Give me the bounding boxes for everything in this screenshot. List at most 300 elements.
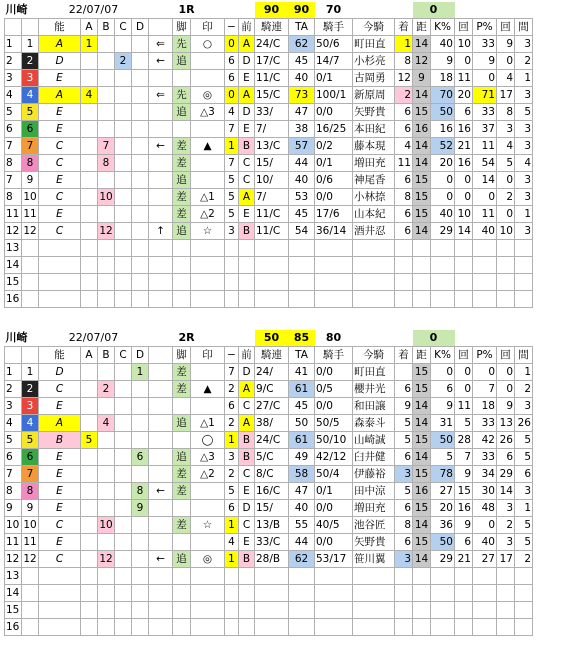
cell-ar [149,70,173,87]
cell-ar [149,364,173,381]
cell-ninki: 16/25 [315,121,353,138]
cell-mae: C [239,517,255,534]
cell-mae: A [239,36,255,53]
cell-ar [149,381,173,398]
cell-kai2 [497,274,515,291]
cell-kyaku [173,500,191,517]
cell-kiren: 9/C [255,381,289,398]
cell-kyori: 15 [413,172,431,189]
cell-chaku: 6 [395,206,413,223]
cell-k [431,240,455,257]
cell-p: 33 [473,36,497,53]
cell-chaku: 6 [395,172,413,189]
cell-ninki: 50/5 [315,415,353,432]
cell-minus [225,291,239,308]
cell-ninki: 0/0 [315,500,353,517]
cell-kyaku: 差 [173,483,191,500]
cell-k: 50 [431,534,455,551]
cell-ninki: 0/0 [315,189,353,206]
cell-b [98,398,115,415]
cell-kyori: 14 [413,517,431,534]
cell-uma: 10 [22,189,39,206]
table-row [5,551,533,568]
cell-jockey: 伊藤裕 [353,466,395,483]
cell-ta: 62 [289,36,315,53]
column-header: P% [473,19,497,36]
column-header: 脚 [173,347,191,364]
cell-ta: 62 [289,551,315,568]
cell-kyaku [173,121,191,138]
column-header [22,19,39,36]
cell-waku: 3 [5,398,22,415]
cell-d [132,568,149,585]
cell-mark: △1 [191,189,225,206]
cell-jockey: 町田直 [353,36,395,53]
cell-kiren: 5/C [255,449,289,466]
cell-uma: 2 [22,53,39,70]
cell-cc [115,172,132,189]
cell-chaku: 3 [395,466,413,483]
cell-kyaku: 差 [173,381,191,398]
cell-kiren: 10/ [255,172,289,189]
cell-jockey: 山本紀 [353,206,395,223]
cell-kiren: 11/C [255,206,289,223]
cell-nou: C [39,223,81,240]
cell-ta: 47 [289,483,315,500]
cell-kyori: 15 [413,381,431,398]
cell-minus [225,274,239,291]
cell-jockey [353,619,395,636]
cell-nou: E [39,121,81,138]
cell-mark: ▲ [191,138,225,155]
table-row [5,619,533,636]
cell-kai2 [497,585,515,602]
cell-a [81,466,98,483]
cell-kai2: 9 [497,398,515,415]
cell-kiren [255,257,289,274]
column-header: − [225,347,239,364]
cell-p: 9 [473,53,497,70]
cell-waku: 2 [5,53,22,70]
cell-waku: 9 [5,500,22,517]
cell-uma: 7 [22,138,39,155]
cell-mark [191,70,225,87]
cell-kan: 5 [515,104,533,121]
cell-d [132,415,149,432]
cell-chaku: 6 [395,121,413,138]
cell-mae: C [239,466,255,483]
cell-ninki [315,291,353,308]
spacer [455,2,533,19]
cell-a [81,223,98,240]
cell-uma: 9 [22,500,39,517]
cell-ar [149,172,173,189]
cell-waku: 15 [5,602,22,619]
race-table [4,330,533,636]
cell-kai2 [497,602,515,619]
table-row [5,274,533,291]
cell-ta: 47 [289,104,315,121]
cell-waku: 13 [5,240,22,257]
cell-kyori: 15 [413,432,431,449]
table-row [5,381,533,398]
cell-b [98,585,115,602]
top-distance-score: 0 [413,330,455,347]
column-header: 距 [413,347,431,364]
cell-chaku: 8 [395,517,413,534]
cell-k [431,585,455,602]
cell-kiren: 33/ [255,104,289,121]
column-header: 騎連 [255,347,289,364]
cell-mark [191,121,225,138]
cell-kai2 [497,619,515,636]
cell-ta: 57 [289,138,315,155]
cell-ar [149,206,173,223]
cell-kyori: 14 [413,551,431,568]
column-header: 回 [497,347,515,364]
cell-kiren [255,619,289,636]
cell-uma: 5 [22,104,39,121]
spacer [455,330,533,347]
cell-cc [115,291,132,308]
cell-kyori [413,274,431,291]
cell-ar [149,121,173,138]
cell-ta: 55 [289,517,315,534]
cell-b: 10 [98,517,115,534]
cell-cc [115,36,132,53]
column-header: 着 [395,347,413,364]
column-header: 騎手 [315,347,353,364]
cell-nou: E [39,70,81,87]
cell-p: 18 [473,398,497,415]
cell-d [132,53,149,70]
cell-b [98,619,115,636]
cell-kan: 5 [515,534,533,551]
cell-uma: 8 [22,483,39,500]
cell-ar [149,619,173,636]
cell-kyaku: 追 [173,415,191,432]
cell-uma: 6 [22,121,39,138]
cell-kai [455,619,473,636]
top-kiren-score: 90 [255,2,289,19]
cell-ta: 40 [289,70,315,87]
cell-kiren: 33/C [255,534,289,551]
cell-ta: 73 [289,87,315,104]
table-row [5,206,533,223]
cell-uma [22,602,39,619]
cell-ninki [315,585,353,602]
cell-kai2: 2 [497,517,515,534]
cell-kyori: 15 [413,104,431,121]
race-date: 22/07/07 [68,331,119,344]
cell-p: 14 [473,172,497,189]
race-1-sheet [4,2,533,308]
column-header: 回 [455,347,473,364]
cell-kiren: 15/ [255,155,289,172]
table-row [5,189,533,206]
cell-b [98,449,115,466]
cell-mark [191,53,225,70]
top-ta-score: 90 [289,2,315,19]
cell-p [473,274,497,291]
cell-b [98,274,115,291]
cell-kyori [413,568,431,585]
cell-ninki [315,619,353,636]
cell-kai: 6 [455,534,473,551]
top-jockey-score: 80 [325,331,342,344]
cell-jockey [353,291,395,308]
cell-kiren [255,291,289,308]
cell-kyori: 15 [413,466,431,483]
cell-mark [191,602,225,619]
cell-ninki: 36/14 [315,223,353,240]
cell-mae [239,240,255,257]
cell-waku: 4 [5,87,22,104]
cell-cc [115,466,132,483]
cell-p: 33 [473,449,497,466]
cell-chaku: 6 [395,104,413,121]
cell-d [132,240,149,257]
cell-waku: 14 [5,257,22,274]
cell-k: 18 [431,70,455,87]
table-row [5,534,533,551]
cell-waku: 12 [5,551,22,568]
cell-nou [39,602,81,619]
cell-kai2: 13 [497,415,515,432]
cell-mark: ▲ [191,381,225,398]
cell-ta [289,240,315,257]
table-row [5,432,533,449]
cell-a [81,257,98,274]
race-number: 2R [178,331,195,344]
cell-ta: 50 [289,415,315,432]
cell-nou: A [39,36,81,53]
cell-b: 10 [98,189,115,206]
cell-kyori: 16 [413,121,431,138]
cell-minus: 7 [225,155,239,172]
cell-kyori [413,291,431,308]
cell-kai [455,257,473,274]
cell-kyori [413,602,431,619]
cell-d [132,104,149,121]
cell-p [473,291,497,308]
cell-kan: 1 [515,70,533,87]
cell-kiren [255,274,289,291]
column-header [149,19,173,36]
cell-cc [115,483,132,500]
cell-b [98,466,115,483]
cell-mae: A [239,189,255,206]
cell-chaku: 6 [395,381,413,398]
cell-cc [115,274,132,291]
cell-kan: 3 [515,172,533,189]
cell-cc [115,189,132,206]
cell-b [98,53,115,70]
cell-k [431,602,455,619]
cell-minus: 7 [225,364,239,381]
cell-nou [39,585,81,602]
cell-kyaku: 差 [173,364,191,381]
top-distance-score: 0 [413,2,455,19]
cell-kyori [413,619,431,636]
cell-ar [149,398,173,415]
cell-ninki: 0/1 [315,70,353,87]
cell-mark [191,291,225,308]
cell-nou: D [39,364,81,381]
cell-waku: 8 [5,155,22,172]
cell-nou: C [39,189,81,206]
cell-kai: 0 [455,172,473,189]
cell-kai2: 29 [497,466,515,483]
column-header: P% [473,347,497,364]
cell-mark [191,500,225,517]
cell-a [81,206,98,223]
cell-mark [191,364,225,381]
cell-waku: 5 [5,432,22,449]
cell-ninki: 0/6 [315,172,353,189]
cell-nou: C [39,381,81,398]
cell-p [473,585,497,602]
cell-jockey: 矢野貴 [353,534,395,551]
cell-nou: E [39,466,81,483]
cell-ar [149,257,173,274]
cell-jockey: 池谷匠 [353,517,395,534]
cell-kyori: 15 [413,189,431,206]
cell-ta [289,568,315,585]
cell-kyaku: 追 [173,104,191,121]
cell-kyori: 14 [413,415,431,432]
cell-mark: △3 [191,449,225,466]
cell-nou [39,240,81,257]
cell-cc [115,568,132,585]
cell-d [132,517,149,534]
cell-nou: C [39,155,81,172]
cell-kan: 3 [515,189,533,206]
cell-uma: 5 [22,432,39,449]
cell-d [132,138,149,155]
cell-minus: 4 [225,104,239,121]
cell-a [81,551,98,568]
cell-waku: 16 [5,619,22,636]
cell-kiren: 13/B [255,517,289,534]
cell-chaku: 11 [395,155,413,172]
cell-ninki: 50/4 [315,466,353,483]
cell-uma [22,240,39,257]
cell-waku: 8 [5,483,22,500]
cell-ta: 38 [289,121,315,138]
cell-kai2: 0 [497,381,515,398]
cell-minus [225,257,239,274]
column-header: 印 [191,347,225,364]
cell-b [98,206,115,223]
cell-cc [115,602,132,619]
spacer [225,330,255,347]
cell-kiren: 8/C [255,466,289,483]
table-row [5,568,533,585]
table-row [5,53,533,70]
column-header [22,347,39,364]
column-header: B [98,19,115,36]
cell-d [132,398,149,415]
cell-kiren: 24/C [255,432,289,449]
cell-kai2: 5 [497,155,515,172]
cell-chaku: 5 [395,483,413,500]
cell-kai2: 4 [497,70,515,87]
cell-cc [115,534,132,551]
cell-ar [149,432,173,449]
cell-waku: 2 [5,381,22,398]
cell-ta: 54 [289,223,315,240]
cell-kan: 3 [515,138,533,155]
cell-kai2: 17 [497,87,515,104]
cell-mae: B [239,223,255,240]
cell-a [81,534,98,551]
column-header: 印 [191,19,225,36]
cell-minus: 5 [225,483,239,500]
column-header: 騎連 [255,19,289,36]
cell-kai2: 0 [497,364,515,381]
cell-jockey: 新原周 [353,87,395,104]
cell-kai2: 0 [497,53,515,70]
cell-p [473,257,497,274]
cell-ar [149,534,173,551]
cell-cc [115,500,132,517]
table-row [5,223,533,240]
column-header: A [81,19,98,36]
cell-mae [239,602,255,619]
cell-jockey: 臼井健 [353,449,395,466]
cell-waku: 10 [5,517,22,534]
cell-kyori: 14 [413,449,431,466]
cell-kai2: 3 [497,121,515,138]
cell-kyaku: 差 [173,206,191,223]
cell-a [81,364,98,381]
cell-mae [239,619,255,636]
cell-ninki: 53/17 [315,551,353,568]
cell-chaku [395,291,413,308]
cell-ar [149,274,173,291]
cell-ninki: 50/6 [315,36,353,53]
cell-ta [289,291,315,308]
column-header: 前 [239,347,255,364]
cell-ta: 45 [289,206,315,223]
cell-b: 4 [98,415,115,432]
cell-uma [22,568,39,585]
cell-mark [191,619,225,636]
cell-mark [191,568,225,585]
cell-minus: 1 [225,138,239,155]
cell-ar [149,585,173,602]
cell-kyaku: 差 [173,517,191,534]
cell-kai: 9 [455,466,473,483]
cell-k: 70 [431,87,455,104]
cell-mae [239,257,255,274]
cell-minus [225,240,239,257]
cell-kai: 0 [455,189,473,206]
cell-d [132,36,149,53]
cell-minus: 7 [225,121,239,138]
cell-ta: 53 [289,189,315,206]
cell-minus: 3 [225,223,239,240]
cell-ar [149,189,173,206]
table-row [5,36,533,53]
cell-k: 29 [431,551,455,568]
cell-jockey [353,568,395,585]
cell-uma [22,291,39,308]
venue-label: 川崎 [5,331,28,344]
column-header: 距 [413,19,431,36]
cell-kyaku [173,291,191,308]
